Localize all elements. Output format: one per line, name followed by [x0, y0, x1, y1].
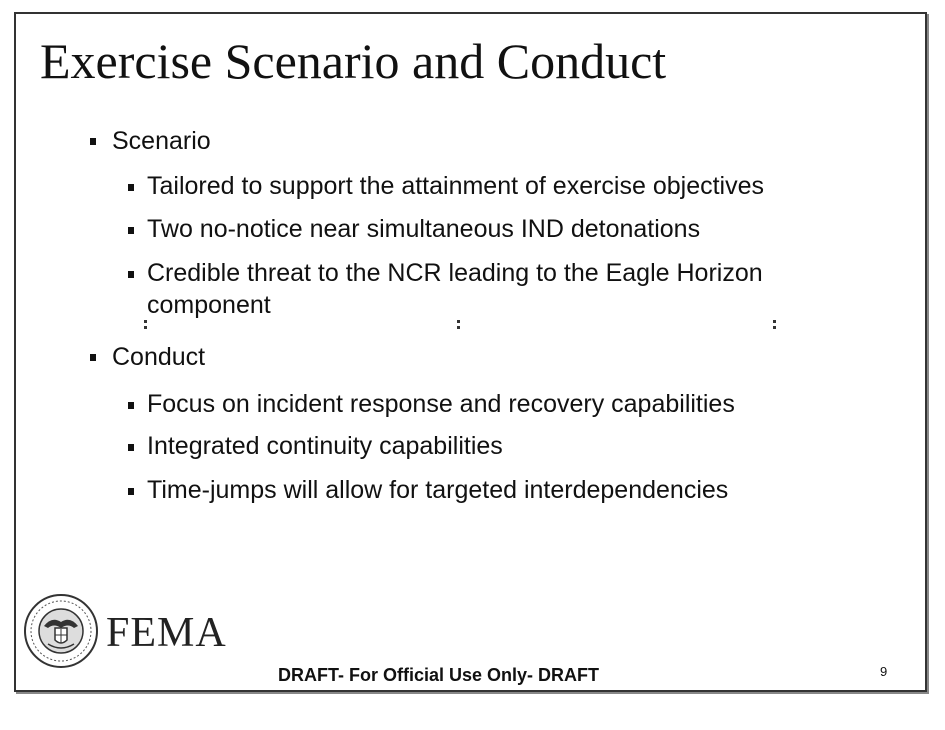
scan-artifact-dot — [773, 326, 776, 329]
slide-title: Exercise Scenario and Conduct — [40, 33, 667, 89]
bullet-conduct-item — [147, 389, 735, 420]
dhs-seal-icon — [22, 592, 100, 670]
bullet-scenario-item-text: Credible threat to the NCR leading to the Eagle Horizon — [147, 259, 763, 287]
bullet-conduct-item — [147, 431, 503, 462]
bullet-conduct — [112, 342, 205, 372]
bullet-marker — [128, 402, 134, 409]
scan-artifact-dot — [773, 320, 776, 323]
bullet-marker — [128, 271, 134, 278]
scan-artifact-dot — [457, 326, 460, 329]
bullet-conduct-item — [147, 475, 728, 506]
bullet-conduct-item-text: Time-jumps will allow for targeted interdependencies — [147, 476, 729, 504]
bullet-marker — [128, 227, 134, 234]
scan-artifact-dot — [144, 326, 147, 329]
footer-classification: DRAFT- For Official Use Only- DRAFT — [278, 665, 600, 685]
scan-artifact-dot — [457, 320, 460, 323]
fema-logo — [22, 592, 262, 672]
scan-artifact-dot — [144, 320, 147, 323]
bullet-scenario-item — [147, 258, 763, 289]
bullet-marker — [128, 444, 134, 451]
bullet-scenario-item-text: Two no-notice near simultaneous IND detonations — [147, 215, 701, 243]
page-number: 9 — [880, 664, 888, 679]
bullet-scenario-label: Scenario — [112, 127, 211, 155]
bullet-conduct-label: Conduct — [112, 343, 206, 371]
bullet-scenario-item-text: Tailored to support the attainment of exercise objectives — [147, 172, 765, 200]
bullet-marker — [128, 184, 134, 191]
bullet-scenario-item-continuation-text: component — [147, 291, 271, 319]
fema-wordmark: FEMA — [106, 610, 227, 656]
bullet-scenario-item-continuation — [147, 290, 271, 321]
bullet-scenario-item — [147, 171, 764, 202]
bullet-conduct-item-text: Focus on incident response and recovery capabilities — [147, 390, 735, 418]
bullet-scenario — [112, 126, 211, 156]
bullet-conduct-item-text: Integrated continuity capabilities — [147, 432, 503, 460]
bullet-marker — [128, 488, 134, 495]
bullet-marker — [90, 138, 96, 145]
bullet-scenario-item — [147, 214, 700, 245]
bullet-marker — [90, 354, 96, 361]
